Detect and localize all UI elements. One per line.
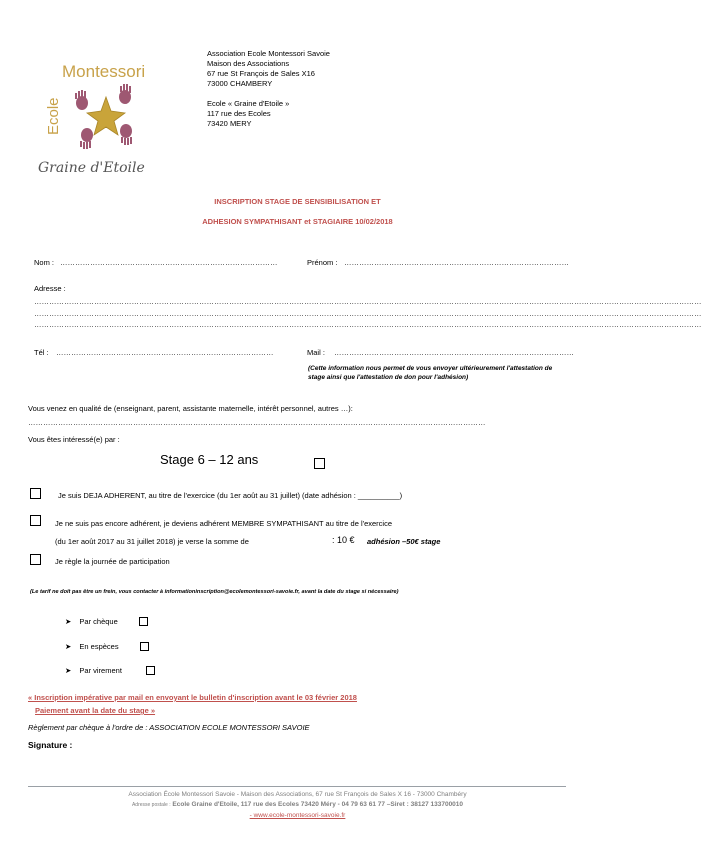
nom-label: Nom : [34,258,55,267]
notice-line1: « Inscription impérative par mail en envoyant le bulletin d'inscription avant le 03 février 2018 [28,693,357,702]
reglement-text: Règlement par chèque à l'ordre de : ASSOCIATION ECOLE MONTESSORI SAVOIE [28,723,310,732]
stage-label: Stage 6 – 12 ans [160,452,259,467]
prenom-input[interactable]: ……………………………………………………………………………… [344,258,569,267]
adherent-checkbox[interactable] [30,488,41,499]
payment-label: Par virement [79,666,122,675]
sympathisant-amount: : 10 € [332,535,355,545]
journee-checkbox[interactable] [30,554,41,565]
address-block [207,49,407,129]
payment-cheque-checkbox[interactable] [139,617,148,626]
payment-especes-checkbox[interactable] [140,642,149,651]
footer-postal-address: Ecole Graine d'Etoile, 117 rue des Ecoles 73420 Méry - 04 79 63 61 77 –Siret : 38127 133700010 [172,801,464,808]
logo-word-ecole: Ecole [45,97,62,135]
adresse-input-line2[interactable]: …………………………………………………………………………………………………………………………………………………………………………………………………………………………………………… [34,309,702,318]
hand-icon-bottom-left [80,128,93,149]
address-line: Maison des Associations [207,59,290,68]
payment-virement-checkbox[interactable] [146,666,155,675]
tel-input[interactable]: …………………………………………………………………………… [56,348,274,357]
mail-label: Mail : [307,348,325,357]
adresse-input-line3[interactable]: …………………………………………………………………………………………………………………………………………………………………………………………………………………………………………… [34,320,702,329]
logo-word-graine: Graine d'Etoile [38,160,145,176]
form-title-line1: INSCRIPTION STAGE DE SENSIBILISATION ET [214,197,381,206]
adherent-label: Je suis DEJA ADHERENT, au titre de l'exercice (du 1er août au 31 juillet) (date adhésion : __________) [58,491,403,500]
address-line: 67 rue St François de Sales X16 [207,69,315,78]
star-icon [87,97,125,135]
payment-label: Par chèque [79,617,118,626]
qualite-input[interactable]: ………………………………………………………………………………………………………………………………………………………………… [28,418,486,427]
logo-word-montessori: Montessori [62,62,146,81]
footer-postal-prefix: Adresse postale : [131,802,171,808]
address-line: 73000 CHAMBERY [207,79,273,88]
sympathisant-label-line1: Je ne suis pas encore adhérent, je deviens adhérent MEMBRE SYMPATHISANT au titre de l'exercice [55,519,393,528]
payment-item-especes [65,642,119,651]
interesse-label: Vous êtes intéressé(e) par : [28,435,120,444]
sympathisant-checkbox[interactable] [30,515,41,526]
payment-item-cheque [65,617,118,626]
form-title-line2: ADHESION SYMPATHISANT et STAGIAIRE 10/02/2018 [202,217,393,226]
payment-item-virement [65,666,122,675]
adresse-input-line1[interactable]: …………………………………………………………………………………………………………………………………………………………………………………………………………………………………………… [34,297,702,306]
tarif-note: (Le tarif ne doit pas être un frein, vous contacter à informationinscription@ecolemontessori-savoie.fr, avant la date du stage si nécessaire) [30,589,399,595]
address-line: 117 rue des Ecoles [207,109,271,118]
arrow-bullet-icon: ➤ [65,666,72,675]
journee-label: Je règle la journée de participation [55,557,170,566]
payment-label: En espèces [79,642,119,651]
sympathisant-label-line2: (du 1er août 2017 au 31 juillet 2018) je verse la somme de [55,537,249,546]
footer-line1: Association École Montessori Savoie - Maison des Associations, 67 rue St François de Sales X 16 - 73000 Chambéry [128,791,467,798]
footer-divider [28,786,566,787]
mail-input[interactable]: …………………………………………………………………………………… [334,348,574,357]
footer-line2 [0,800,595,810]
hand-icon-right [119,84,131,104]
address-line: 73420 MERY [207,119,252,128]
stage-checkbox[interactable] [314,458,325,469]
signature-label: Signature : [28,740,73,750]
nom-input[interactable]: …………………………………………………………………………… [60,258,278,267]
hand-icon-left [75,90,88,110]
tel-label: Tél : [34,348,49,357]
hand-icon-bottom-right [120,124,132,145]
address-line: Ecole « Graine d'Etoile » [207,99,290,108]
adresse-label: Adresse : [34,284,66,293]
qualite-label: Vous venez en qualité de (enseignant, parent, assistante maternelle, intérêt personnel, autres …): [28,404,353,413]
prenom-label: Prénom : [307,258,338,267]
arrow-bullet-icon: ➤ [65,642,72,651]
sympathisant-tail: adhésion –50€ stage [367,537,441,546]
address-line: Association Ecole Montessori Savoie [207,49,330,58]
notice-line2: Paiement avant la date du stage » [35,706,156,715]
school-logo [30,55,160,185]
mail-info-note: (Cette information nous permet de vous envoyer ultérieurement l'attestation de stage ainsi que l'attestation de don pour l'adhésion) [308,365,553,381]
website-link[interactable]: - www.ecole-montessori-savoie.fr [249,812,346,819]
arrow-bullet-icon: ➤ [65,617,72,626]
